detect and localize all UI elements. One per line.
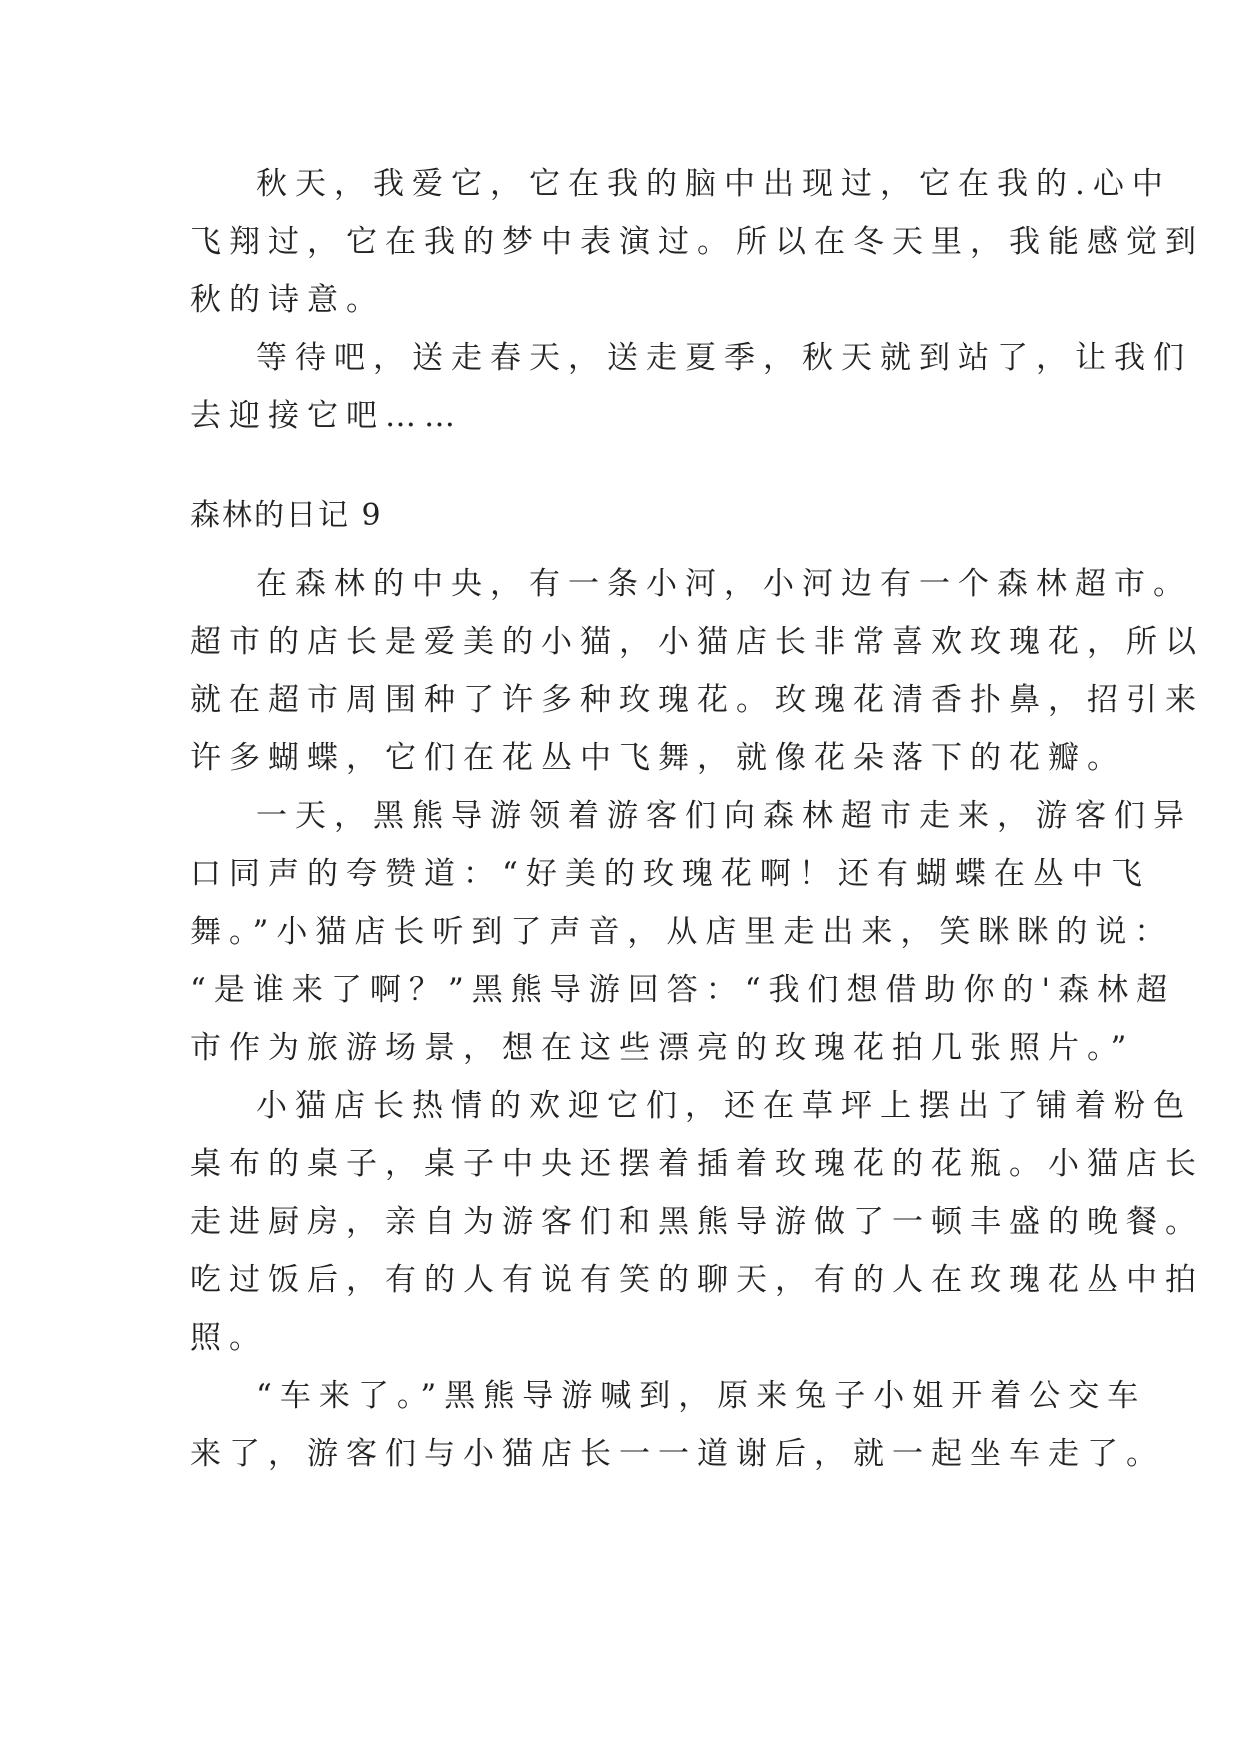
text-line: “车来了。”黑熊导游喊到，原来兔子小姐开着公交车 (256, 1378, 1147, 1414)
paragraph-forest-supermarket (190, 555, 1204, 787)
section-title: 森林的日记 9 (190, 498, 383, 533)
section-spacer (190, 445, 1060, 487)
paragraph-autumn-love (190, 155, 1204, 329)
text-line: 小猫店长热情的欢迎它们，还在草坪上摆出了铺着粉色 (256, 1088, 1192, 1124)
text-line: 秋天，我爱它，它在我的脑中出现过，它在我的.心中 (256, 166, 1171, 202)
text-line: 超市的店长是爱美的小猫，小猫店长非常喜欢玫瑰花，所以 (190, 624, 1204, 660)
text-line: 舞。”小猫店长听到了声音，从店里走出来，笑眯眯的说： (190, 914, 1174, 950)
document-page (190, 155, 1204, 1483)
text-line: 吃过饭后，有的人有说有笑的聊天，有的人在玫瑰花丛中拍 (190, 1262, 1204, 1298)
text-line: 在森林的中央，有一条小河，小河边有一个森林超市。 (256, 566, 1192, 602)
text-line: 飞翔过，它在我的梦中表演过。所以在冬天里，我能感觉到 (190, 224, 1204, 260)
text-line: 走进厨房，亲自为游客们和黑熊导游做了一顿丰盛的晚餐。 (190, 1204, 1204, 1240)
text-line: 秋的诗意。 (190, 282, 385, 318)
paragraph-black-bear-guide (190, 787, 1192, 1077)
text-line: 照。 (190, 1320, 268, 1356)
text-line: 口同声的夸赞道：“好美的玫瑰花啊！还有蝴蝶在丛中飞 (190, 856, 1150, 892)
text-line: 等待吧，送走春天，送走夏季，秋天就到站了，让我们 (256, 340, 1192, 376)
paragraph-waiting (190, 329, 1192, 445)
text-line: 一天，黑熊导游领着游客们向森林超市走来，游客们异 (256, 798, 1192, 834)
text-line: 来了，游客们与小猫店长一一道谢后，就一起坐车走了。 (190, 1436, 1165, 1472)
text-line: 就在超市周围种了许多种玫瑰花。玫瑰花清香扑鼻，招引来 (190, 682, 1204, 718)
text-line: 市作为旅游场景，想在这些漂亮的玫瑰花拍几张照片。” (190, 1030, 1135, 1066)
text-line: 许多蝴蝶，它们在花丛中飞舞，就像花朵落下的花瓣。 (190, 740, 1126, 776)
paragraph-welcome-dinner (190, 1077, 1204, 1367)
text-line: 桌布的桌子，桌子中央还摆着插着玫瑰花的花瓶。小猫店长 (190, 1146, 1204, 1182)
text-line: 去迎接它吧…… (190, 398, 463, 434)
paragraph-bus-arrives (190, 1367, 1165, 1483)
title-spacer (190, 545, 1060, 555)
text-line: “是谁来了啊？”黑熊导游回答：“我们想借助你的'森林超 (190, 972, 1176, 1008)
